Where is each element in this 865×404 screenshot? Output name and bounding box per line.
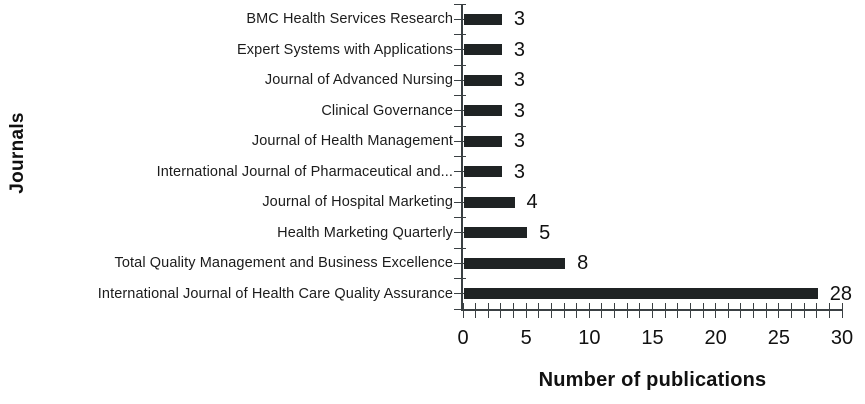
x-axis-tick	[513, 303, 514, 318]
category-label-row	[18, 126, 453, 157]
x-axis-tick	[576, 303, 577, 318]
y-axis-title: Journals	[7, 112, 28, 194]
y-axis-tick	[454, 217, 466, 218]
x-axis-tick	[551, 303, 552, 318]
category-label-row	[18, 279, 453, 310]
bar	[464, 136, 502, 147]
bar-value-label: 3	[513, 8, 526, 31]
x-axis-tick	[500, 303, 501, 318]
category-label: Journal of Hospital Marketing	[262, 194, 453, 211]
x-axis-tick	[639, 303, 640, 318]
category-label: BMC Health Services Research	[246, 11, 453, 28]
x-axis-tick	[463, 303, 464, 318]
category-label-row	[18, 35, 453, 66]
x-axis-tick	[488, 303, 489, 318]
bar	[464, 258, 565, 269]
x-axis-tick	[538, 303, 539, 318]
category-label-row	[18, 4, 453, 35]
x-axis-tick	[627, 303, 628, 318]
x-tick-label: 15	[641, 327, 664, 349]
y-axis-tick	[454, 187, 466, 188]
y-axis-tick	[454, 248, 466, 249]
bar-value-label: 3	[513, 160, 526, 183]
x-tick-labels	[457, 326, 854, 350]
y-axis-tick	[454, 278, 466, 279]
category-label: International Journal of Pharmaceutical and...	[156, 163, 453, 180]
y-axis-tick	[454, 65, 466, 66]
x-tick-label: 0	[457, 327, 469, 349]
category-label: International Journal of Health Care Quality Assurance	[97, 285, 453, 302]
x-axis-tick	[728, 303, 729, 318]
x-axis-tick	[690, 303, 691, 318]
y-axis-tick	[454, 126, 466, 127]
bar	[464, 197, 515, 208]
bar-value-label: 3	[513, 130, 526, 153]
category-label-row	[18, 96, 453, 127]
x-tick-label: 25	[767, 327, 790, 349]
bar	[464, 288, 818, 299]
x-axis-tick	[703, 303, 704, 318]
x-axis-tick	[652, 303, 653, 318]
x-axis-tick	[677, 303, 678, 318]
bar	[464, 75, 502, 86]
y-axis-tick	[454, 95, 466, 96]
bar	[464, 14, 502, 25]
x-axis-tick	[778, 303, 779, 318]
x-axis-tick	[665, 303, 666, 318]
plot-area	[463, 4, 852, 309]
bar-value-label: 8	[577, 252, 589, 275]
x-axis-tick	[766, 303, 767, 318]
category-label-row	[18, 157, 453, 188]
bar-value-label: 4	[526, 191, 538, 214]
bar	[464, 166, 502, 177]
x-axis-tick	[475, 303, 476, 318]
category-label-row	[18, 218, 453, 249]
category-label: Expert Systems with Applications	[237, 41, 453, 58]
bar	[464, 105, 502, 116]
bar-value-label: 5	[539, 221, 551, 244]
y-axis-tick	[454, 4, 466, 5]
x-axis-tick	[753, 303, 754, 318]
bar-value-label: 3	[513, 99, 526, 122]
x-axis-tick	[589, 303, 590, 318]
category-axis	[18, 4, 453, 309]
x-axis-tick	[740, 303, 741, 318]
y-axis-tick	[454, 156, 466, 157]
x-tick-label: 20	[704, 327, 727, 349]
x-axis-tick	[526, 303, 527, 318]
category-label-row	[18, 187, 453, 218]
y-axis-tick	[454, 34, 466, 35]
x-axis-tick	[614, 303, 615, 318]
x-axis-tick	[816, 303, 817, 318]
y-axis-tick	[454, 309, 466, 310]
x-axis-tick	[791, 303, 792, 318]
x-tick-label: 30	[830, 327, 854, 349]
x-axis-tick	[804, 303, 805, 318]
category-label: Journal of Health Management	[251, 133, 453, 150]
category-label: Health Marketing Quarterly	[277, 224, 453, 241]
category-label-row	[18, 248, 453, 279]
x-axis-tick	[601, 303, 602, 318]
bar	[464, 227, 527, 238]
bar-value-label: 3	[513, 69, 526, 92]
x-axis-title: Number of publications	[538, 369, 767, 391]
bar	[464, 44, 502, 55]
category-label: Clinical Governance	[321, 102, 453, 119]
x-axis-tick	[564, 303, 565, 318]
x-axis-tick	[715, 303, 716, 318]
category-label: Total Quality Management and Business Excellence	[114, 255, 453, 272]
x-tick-label: 5	[520, 327, 532, 349]
bar-value-label: 28	[829, 282, 852, 305]
x-tick-label: 10	[578, 327, 601, 349]
bar-value-label: 3	[513, 38, 526, 61]
category-label-row	[18, 65, 453, 96]
category-label: Journal of Advanced Nursing	[264, 72, 453, 89]
